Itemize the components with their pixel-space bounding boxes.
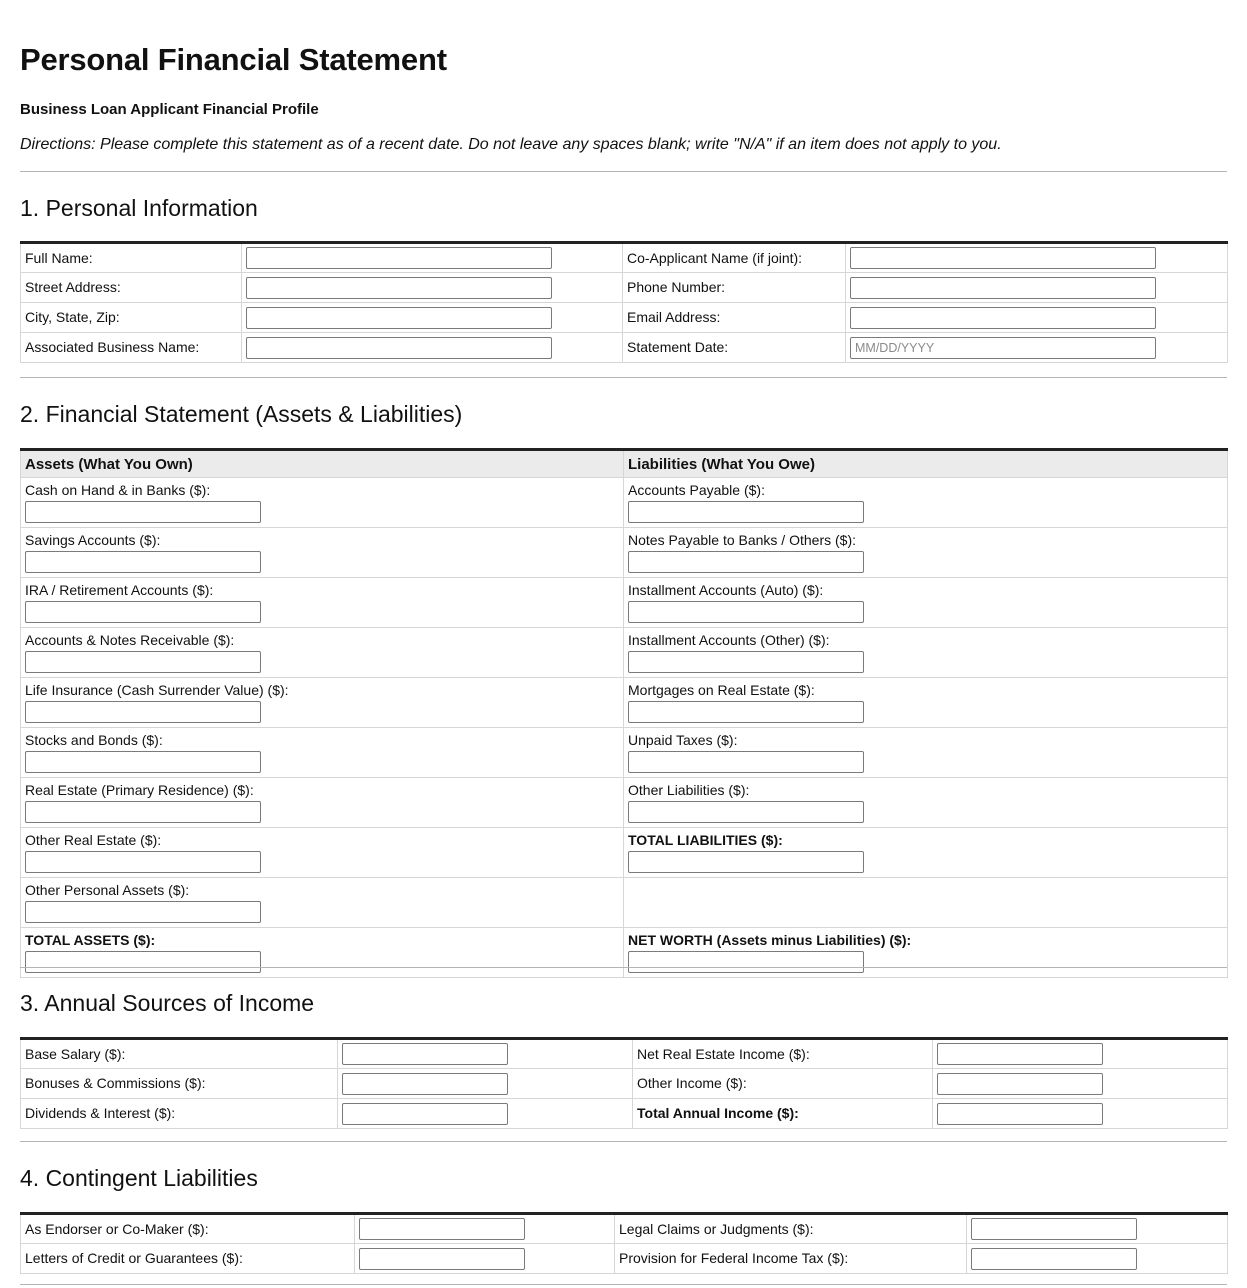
net-real-estate-label: Net Real Estate Income ($): — [633, 1039, 933, 1069]
letters-of-credit-label: Letters of Credit or Guarantees ($): — [21, 1244, 355, 1274]
asset-input[interactable] — [25, 551, 261, 573]
liability-label: Unpaid Taxes ($): — [628, 732, 738, 748]
net-worth-label: NET WORTH (Assets minus Liabilities) ($): — [628, 932, 912, 948]
asset-label: Real Estate (Primary Residence) ($): — [25, 782, 254, 798]
asset-input[interactable] — [25, 751, 261, 773]
liability-input[interactable] — [628, 801, 864, 823]
section-income-title: 3. Annual Sources of Income — [20, 990, 315, 1016]
base-salary-label: Base Salary ($): — [21, 1039, 338, 1069]
co-applicant-input[interactable] — [850, 247, 1156, 269]
liability-label: Mortgages on Real Estate ($): — [628, 682, 815, 698]
email-address-label: Email Address: — [623, 303, 846, 333]
asset-label: Other Real Estate ($): — [25, 832, 162, 848]
personal-info-table — [20, 241, 1228, 363]
asset-input[interactable] — [25, 901, 261, 923]
phone-number-input[interactable] — [850, 277, 1156, 299]
liability-input[interactable] — [628, 651, 864, 673]
total-assets-input[interactable] — [25, 951, 261, 973]
total-assets-label: TOTAL ASSETS ($): — [25, 932, 156, 948]
section-financial-title: 2. Financial Statement (Assets & Liabilities) — [20, 401, 463, 427]
statement-date-input[interactable] — [850, 337, 1156, 359]
business-name-input[interactable] — [246, 337, 552, 359]
liability-label: Accounts Payable ($): — [628, 482, 765, 498]
dividends-label: Dividends & Interest ($): — [21, 1099, 338, 1129]
liability-input[interactable] — [628, 701, 864, 723]
statement-date-label: Statement Date: — [623, 333, 846, 363]
letters-of-credit-input[interactable] — [359, 1248, 525, 1270]
asset-label: Life Insurance (Cash Surrender Value) ($): — [25, 682, 289, 698]
asset-label: IRA / Retirement Accounts ($): — [25, 582, 214, 598]
city-state-zip-input[interactable] — [246, 307, 552, 329]
divider — [20, 1141, 1227, 1142]
total-liabilities-input[interactable] — [628, 851, 864, 873]
business-name-label: Associated Business Name: — [21, 333, 242, 363]
liability-label: Other Liabilities ($): — [628, 782, 750, 798]
section-personal-title: 1. Personal Information — [20, 195, 258, 221]
net-worth-input[interactable] — [628, 951, 864, 973]
legal-claims-input[interactable] — [971, 1218, 1137, 1240]
asset-input[interactable] — [25, 651, 261, 673]
liability-input[interactable] — [628, 551, 864, 573]
bonuses-label: Bonuses & Commissions ($): — [21, 1069, 338, 1099]
asset-label: Savings Accounts ($): — [25, 532, 161, 548]
divider — [20, 1284, 1227, 1285]
other-income-input[interactable] — [937, 1073, 1103, 1095]
asset-input[interactable] — [25, 801, 261, 823]
federal-tax-input[interactable] — [971, 1248, 1137, 1270]
total-liabilities-label: TOTAL LIABILITIES ($): — [628, 832, 783, 848]
co-applicant-label: Co-Applicant Name (if joint): — [623, 243, 846, 273]
phone-number-label: Phone Number: — [623, 273, 846, 303]
asset-input[interactable] — [25, 851, 261, 873]
net-real-estate-input[interactable] — [937, 1043, 1103, 1065]
city-state-zip-label: City, State, Zip: — [21, 303, 242, 333]
asset-input[interactable] — [25, 601, 261, 623]
liability-label: Notes Payable to Banks / Others ($): — [628, 532, 856, 548]
liability-label: Installment Accounts (Other) ($): — [628, 632, 830, 648]
asset-label: Accounts & Notes Receivable ($): — [25, 632, 235, 648]
assets-liabilities-table — [20, 448, 1228, 978]
divider — [20, 967, 1227, 968]
federal-tax-label: Provision for Federal Income Tax ($): — [615, 1244, 967, 1274]
divider — [20, 377, 1227, 378]
divider — [20, 171, 1227, 172]
full-name-label: Full Name: — [21, 243, 242, 273]
asset-label: Cash on Hand & in Banks ($): — [25, 482, 211, 498]
assets-header: Assets (What You Own) — [21, 450, 624, 478]
dividends-input[interactable] — [342, 1103, 508, 1125]
page-title: Personal Financial Statement — [20, 42, 447, 77]
income-table — [20, 1037, 1228, 1129]
section-contingent-title: 4. Contingent Liabilities — [20, 1165, 258, 1191]
page-subtitle: Business Loan Applicant Financial Profile — [20, 101, 319, 118]
asset-input[interactable] — [25, 501, 261, 523]
street-address-input[interactable] — [246, 277, 552, 299]
legal-claims-label: Legal Claims or Judgments ($): — [615, 1214, 967, 1244]
liability-input[interactable] — [628, 601, 864, 623]
endorser-label: As Endorser or Co-Maker ($): — [21, 1214, 355, 1244]
asset-label: Stocks and Bonds ($): — [25, 732, 163, 748]
other-income-label: Other Income ($): — [633, 1069, 933, 1099]
full-name-input[interactable] — [246, 247, 552, 269]
asset-label: Other Personal Assets ($): — [25, 882, 190, 898]
contingent-table — [20, 1212, 1228, 1274]
endorser-input[interactable] — [359, 1218, 525, 1240]
bonuses-input[interactable] — [342, 1073, 508, 1095]
liability-input[interactable] — [628, 751, 864, 773]
street-address-label: Street Address: — [21, 273, 242, 303]
directions-text: Directions: Please complete this statement as of a recent date. Do not leave any spaces blank; write "N/A" if an item does not apply to you. — [20, 136, 1002, 153]
total-income-label: Total Annual Income ($): — [633, 1099, 933, 1129]
asset-input[interactable] — [25, 701, 261, 723]
empty-cell — [624, 878, 1228, 928]
base-salary-input[interactable] — [342, 1043, 508, 1065]
liability-input[interactable] — [628, 501, 864, 523]
liabilities-header: Liabilities (What You Owe) — [624, 450, 1228, 478]
liability-label: Installment Accounts (Auto) ($): — [628, 582, 824, 598]
total-income-input[interactable] — [937, 1103, 1103, 1125]
email-address-input[interactable] — [850, 307, 1156, 329]
